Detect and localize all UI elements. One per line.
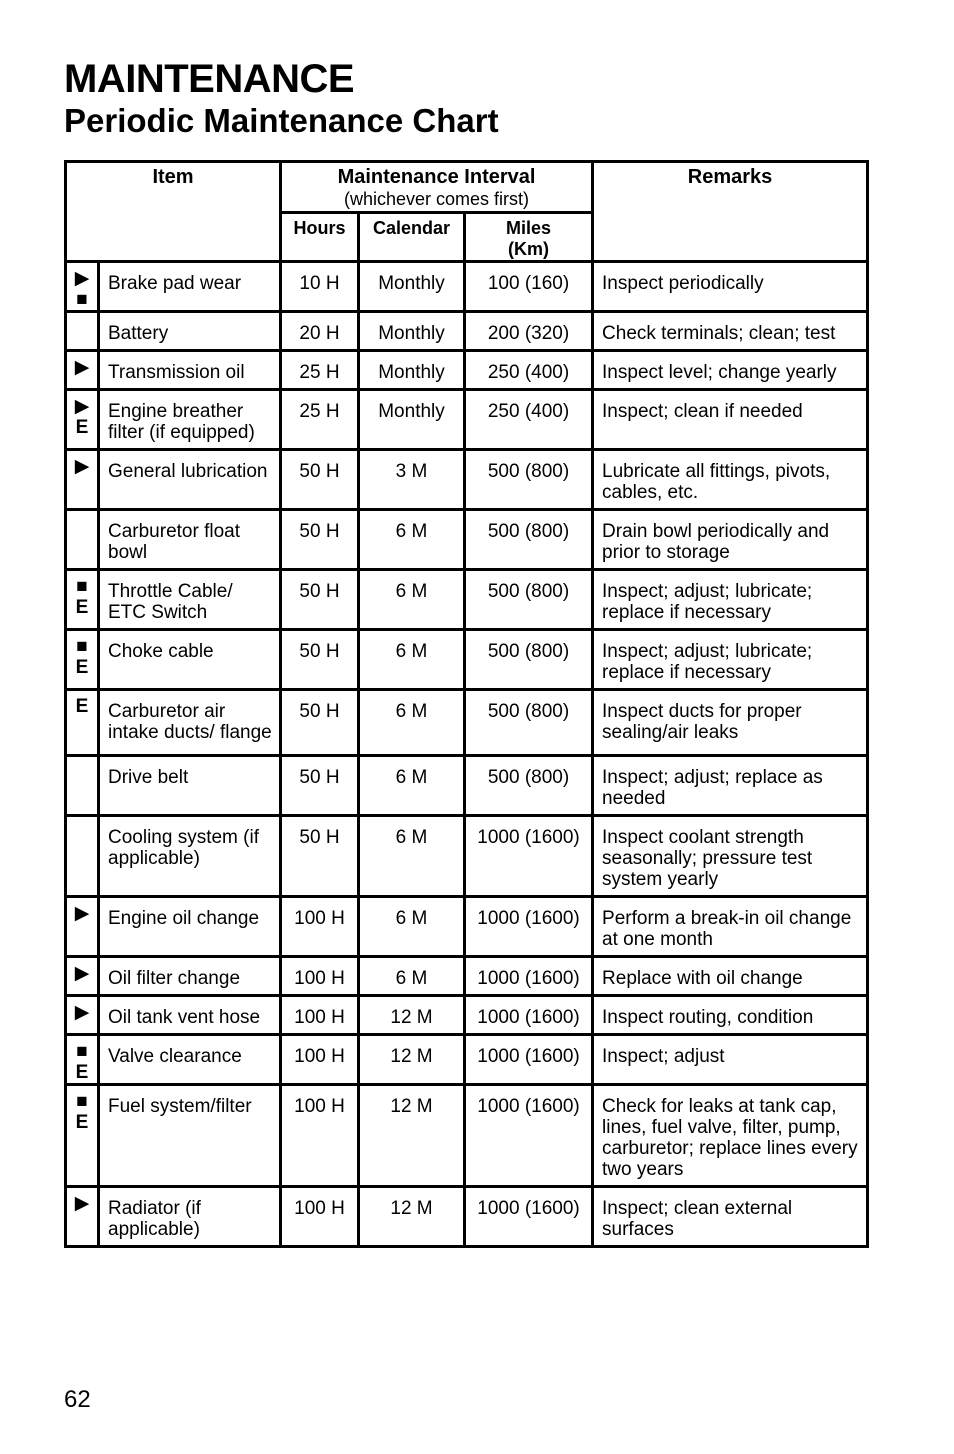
miles-cell: 1000 (1600) [465,1035,593,1085]
remarks-cell: Inspect; adjust [593,1035,868,1085]
km-header-label: (Km) [508,239,550,259]
hours-column-header: Hours [281,213,359,262]
square-icon: ■ [76,289,88,310]
square-icon: ■ [76,576,88,597]
calendar-cell: 6 M [359,510,465,570]
triangle-arrow-icon: ▶ [74,963,90,984]
triangle-arrow-icon: ▶ [74,903,90,924]
table-row [66,262,868,312]
interval-column-header [281,162,593,213]
remarks-cell: Inspect; adjust; replace as needed [593,756,868,816]
miles-header-label: Miles [506,218,552,238]
table-row [66,957,868,996]
item-cell: Choke cable [99,630,281,690]
row-symbols [66,897,99,957]
calendar-cell: 6 M [359,570,465,630]
miles-cell: 1000 (1600) [465,897,593,957]
item-cell: Fuel system/filter [99,1085,281,1187]
table-row [66,1187,868,1247]
triangle-arrow-icon: ▶ [74,268,90,289]
miles-cell: 250 (400) [465,390,593,450]
calendar-column-header: Calendar [359,213,465,262]
interval-header-label: Maintenance Interval [337,166,536,188]
miles-cell: 1000 (1600) [465,816,593,897]
square-icon: ■ [76,1091,88,1112]
remarks-cell: Replace with oil change [593,957,868,996]
table-header-row [66,162,868,213]
item-cell: Engine oil change [99,897,281,957]
hours-cell: 50 H [281,690,359,756]
interval-header-note: (whichever comes first) [343,189,530,209]
table-row [66,351,868,390]
remarks-cell: Inspect level; change yearly [593,351,868,390]
miles-cell: 500 (800) [465,450,593,510]
miles-cell: 1000 (1600) [465,1085,593,1187]
miles-cell: 1000 (1600) [465,957,593,996]
item-cell: Battery [99,312,281,351]
item-cell: Brake pad wear [99,262,281,312]
remarks-cell: Inspect; clean if needed [593,390,868,450]
table-row [66,312,868,351]
table-row [66,570,868,630]
row-symbols [66,450,99,510]
hours-cell: 50 H [281,450,359,510]
remarks-cell: Inspect ducts for proper sealing/air leaks [593,690,868,756]
remarks-cell: Inspect routing, condition [593,996,868,1035]
item-cell: Carburetor float bowl [99,510,281,570]
hours-cell: 50 H [281,756,359,816]
calendar-cell: 12 M [359,1187,465,1247]
item-cell: Oil tank vent hose [99,996,281,1035]
item-cell: Cooling system (if applicable) [99,816,281,897]
remarks-column-header: Remarks [593,162,868,262]
miles-cell: 500 (800) [465,570,593,630]
hours-cell: 100 H [281,996,359,1035]
item-column-header: Item [66,162,281,262]
miles-cell: 100 (160) [465,262,593,312]
miles-cell: 500 (800) [465,756,593,816]
symbol-letter-e: E [75,1062,89,1083]
item-cell: Valve clearance [99,1035,281,1085]
table-row [66,450,868,510]
item-cell: Transmission oil [99,351,281,390]
item-cell: Engine breather filter (if equipped) [99,390,281,450]
row-symbols [66,570,99,630]
table-row [66,1035,868,1085]
hours-cell: 25 H [281,390,359,450]
calendar-cell: Monthly [359,390,465,450]
row-symbols [66,351,99,390]
square-icon: ■ [76,636,88,657]
calendar-cell: Monthly [359,262,465,312]
triangle-arrow-icon: ▶ [74,1002,90,1023]
maintenance-table [64,160,869,1248]
miles-column-header [465,213,593,262]
row-symbols [66,630,99,690]
section-title: MAINTENANCE [64,57,355,101]
table-row [66,897,868,957]
hours-cell: 100 H [281,897,359,957]
row-symbols [66,390,99,450]
miles-cell: 250 (400) [465,351,593,390]
symbol-letter-e: E [75,597,89,618]
hours-cell: 10 H [281,262,359,312]
table-row [66,630,868,690]
row-symbols [66,1187,99,1247]
remarks-cell: Inspect periodically [593,262,868,312]
calendar-cell: 6 M [359,957,465,996]
table-row [66,390,868,450]
item-cell: Oil filter change [99,957,281,996]
row-symbols [66,1035,99,1085]
hours-cell: 50 H [281,570,359,630]
calendar-cell: 12 M [359,1035,465,1085]
triangle-arrow-icon: ▶ [74,396,90,417]
table-row [66,816,868,897]
hours-cell: 20 H [281,312,359,351]
hours-cell: 100 H [281,1085,359,1187]
hours-cell: 100 H [281,957,359,996]
table-row [66,756,868,816]
table-row [66,690,868,756]
remarks-cell: Check for leaks at tank cap, lines, fuel valve, filter, pump, carburetor; replace lines every two years [593,1085,868,1187]
chart-title: Periodic Maintenance Chart [64,102,499,139]
row-symbols [66,816,99,897]
miles-cell: 500 (800) [465,510,593,570]
hours-cell: 100 H [281,1035,359,1085]
calendar-cell: 6 M [359,897,465,957]
miles-cell: 1000 (1600) [465,1187,593,1247]
calendar-cell: 12 M [359,996,465,1035]
hours-cell: 50 H [281,816,359,897]
remarks-cell: Perform a break-in oil change at one month [593,897,868,957]
hours-cell: 25 H [281,351,359,390]
row-symbols [66,996,99,1035]
row-symbols [66,1085,99,1187]
table-row [66,510,868,570]
calendar-cell: Monthly [359,351,465,390]
hours-cell: 100 H [281,1187,359,1247]
symbol-letter-e: E [75,657,89,678]
symbol-letter-e: E [75,696,89,717]
calendar-cell: 6 M [359,630,465,690]
table-row [66,996,868,1035]
item-cell: Carburetor air intake ducts/ flange [99,690,281,756]
remarks-cell: Inspect coolant strength seasonally; pressure test system yearly [593,816,868,897]
row-symbols [66,756,99,816]
calendar-cell: 3 M [359,450,465,510]
calendar-cell: 6 M [359,756,465,816]
calendar-cell: 6 M [359,816,465,897]
row-symbols [66,690,99,756]
remarks-cell: Inspect; adjust; lubricate; replace if necessary [593,570,868,630]
calendar-cell: Monthly [359,312,465,351]
table-row [66,1085,868,1187]
remarks-cell: Inspect; adjust; lubricate; replace if necessary [593,630,868,690]
remarks-cell: Lubricate all fittings, pivots, cables, etc. [593,450,868,510]
row-symbols [66,957,99,996]
item-cell: General lubrication [99,450,281,510]
item-cell: Throttle Cable/ ETC Switch [99,570,281,630]
symbol-letter-e: E [75,417,89,438]
triangle-arrow-icon: ▶ [74,1193,90,1214]
row-symbols [66,312,99,351]
square-icon: ■ [76,1041,88,1062]
calendar-cell: 12 M [359,1085,465,1187]
item-cell: Drive belt [99,756,281,816]
row-symbols [66,262,99,312]
miles-cell: 1000 (1600) [465,996,593,1035]
miles-cell: 500 (800) [465,630,593,690]
hours-cell: 50 H [281,630,359,690]
remarks-cell: Inspect; clean external surfaces [593,1187,868,1247]
row-symbols [66,510,99,570]
triangle-arrow-icon: ▶ [74,456,90,477]
item-cell: Radiator (if applicable) [99,1187,281,1247]
remarks-cell: Check terminals; clean; test [593,312,868,351]
miles-cell: 500 (800) [465,690,593,756]
calendar-cell: 6 M [359,690,465,756]
remarks-cell: Drain bowl periodically and prior to storage [593,510,868,570]
hours-cell: 50 H [281,510,359,570]
symbol-letter-e: E [75,1112,89,1133]
miles-cell: 200 (320) [465,312,593,351]
page-number: 62 [64,1386,91,1413]
triangle-arrow-icon: ▶ [74,357,90,378]
